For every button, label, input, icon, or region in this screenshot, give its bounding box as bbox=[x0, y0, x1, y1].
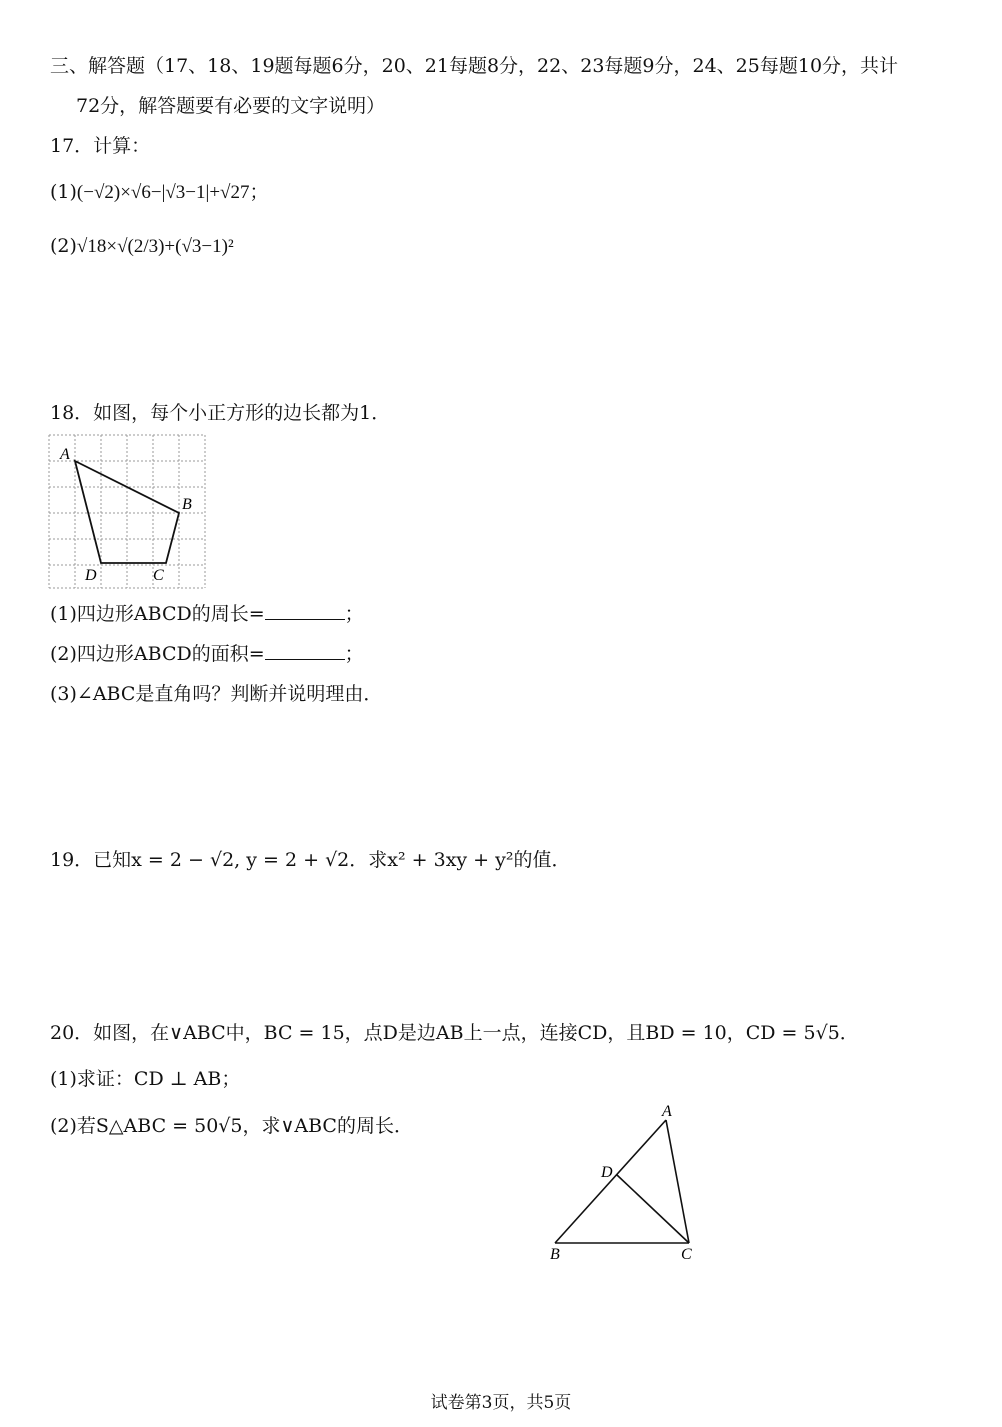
q20-question: 20．如图，在∨ABC中，BC = 15，点D是边AB上一点，连接CD，且BD = 10，CD = 5√5． bbox=[50, 1022, 859, 1044]
q19-question: 19．已知x = 2 − √2, y = 2 + √2．求x² + 3xy + y²的值． bbox=[50, 849, 571, 871]
q18-part1: (1)四边形ABCD的周长= ； bbox=[50, 603, 364, 625]
answer-blank-1[interactable] bbox=[265, 601, 345, 620]
label-d: D bbox=[85, 567, 97, 584]
tri-label-d: D bbox=[601, 1164, 613, 1181]
q20-part2: (2)若S△ABC = 50√5，求∨ABC的周长． bbox=[50, 1115, 413, 1137]
q17-part1-expr: (−√2)×√6−|√3−1|+√27； bbox=[76, 182, 269, 203]
tri-label-a: A bbox=[662, 1103, 672, 1120]
label-a: A bbox=[60, 446, 70, 463]
q18-part2: (2)四边形ABCD的面积= ； bbox=[50, 643, 364, 665]
q18-grid-figure bbox=[48, 434, 208, 590]
answer-blank-2[interactable] bbox=[265, 641, 345, 660]
q17-heading: 17．计算： bbox=[50, 135, 151, 157]
label-c: C bbox=[153, 567, 164, 584]
q20-part1: (1)求证：CD ⊥ AB； bbox=[50, 1068, 241, 1090]
side-ba bbox=[555, 1120, 666, 1243]
q20-triangle-figure bbox=[540, 1100, 710, 1270]
section-header: 三、解答题（17、18、19题每题6分，20、21每题8分，22、23每题9分，24、25每题10分，共计 bbox=[50, 55, 899, 77]
q17-part1-label: (1) bbox=[50, 181, 77, 203]
tri-label-b: B bbox=[550, 1246, 560, 1263]
q17-part2-expr: √18×√(2/3)+(√3−1)² bbox=[76, 236, 234, 257]
label-b: B bbox=[182, 496, 192, 513]
page-footer: 试卷第3页，共5页 bbox=[430, 1393, 572, 1413]
q18-part3: (3)∠ABC是直角吗？判断并说明理由． bbox=[50, 683, 383, 705]
q17-part2-label: (2) bbox=[50, 235, 77, 257]
section-header-cont: 72分，解答题要有必要的文字说明） bbox=[76, 95, 386, 117]
tri-label-c: C bbox=[681, 1246, 692, 1263]
q18-heading: 18．如图，每个小正方形的边长都为1． bbox=[50, 402, 391, 424]
q17-part2 bbox=[50, 234, 234, 259]
q17-part1 bbox=[50, 180, 268, 205]
